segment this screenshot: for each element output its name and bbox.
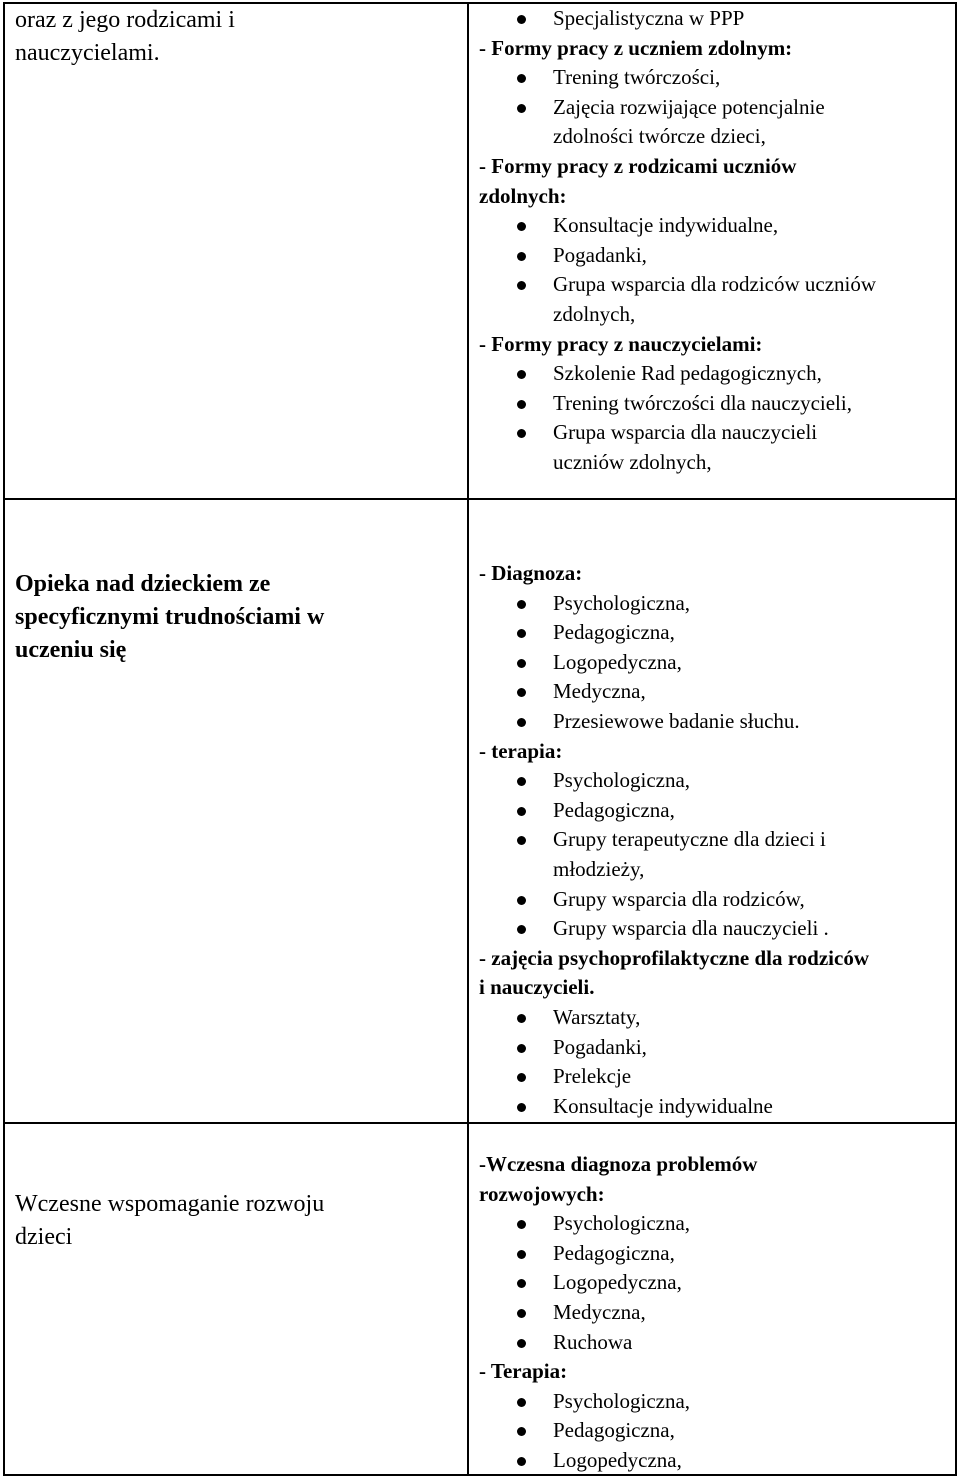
table-border-left — [3, 2, 5, 1476]
bullet-text: Specjalistyczna w PPP — [553, 6, 745, 30]
bullet-text: Grupa wsparcia dla nauczycieli — [553, 420, 818, 445]
bullet-item — [479, 4, 949, 34]
section-heading: - Terapia: — [479, 1359, 568, 1384]
row1-right-cell — [479, 4, 949, 478]
bullet-item — [479, 648, 949, 678]
bullet-text: Grupy terapeutyczne dla dzieci i — [553, 827, 826, 852]
bullet-dot-icon — [517, 1044, 526, 1053]
bullet-dot-icon — [517, 252, 526, 261]
bullet-item — [479, 1062, 949, 1092]
row2-left-line: Opieka nad dzieckiem ze — [15, 571, 271, 597]
bullet-dot-icon — [517, 15, 526, 24]
bullet-item — [479, 885, 949, 915]
bullet-text: Pedagogiczna, — [553, 1240, 675, 1265]
bullet-item — [479, 418, 949, 448]
row-divider-1 — [3, 498, 957, 500]
section-heading: i nauczycieli. — [479, 975, 595, 1000]
section-heading: - zajęcia psychoprofilaktyczne dla rodziców — [479, 945, 870, 970]
bullet-item — [479, 677, 949, 707]
bullet-dot-icon — [517, 370, 526, 379]
bullet-text: Grupy wsparcia dla nauczycieli . — [553, 916, 829, 941]
bullet-text: Warsztaty, — [553, 1004, 641, 1029]
bullet-dot-icon — [517, 718, 526, 727]
bullet-dot-icon — [517, 1427, 526, 1436]
bullet-dot-icon — [517, 104, 526, 113]
bullet-item — [479, 1387, 949, 1417]
row3-left-cell — [15, 1188, 324, 1254]
bullet-item — [479, 1328, 949, 1358]
bullet-dot-icon — [517, 281, 526, 290]
bullet-dot-icon — [517, 1103, 526, 1112]
bullet-dot-icon — [517, 688, 526, 697]
row1-left-line: nauczycielami. — [15, 40, 160, 66]
bullet-text: Pedagogiczna, — [553, 797, 675, 822]
bullet-dot-icon — [517, 1014, 526, 1023]
bullet-continuation: uczniów zdolnych, — [553, 449, 712, 474]
bullet-text: Ruchowa — [553, 1329, 633, 1354]
row3-right-cell — [479, 1150, 949, 1476]
bullet-item — [479, 63, 949, 93]
section-heading: - terapia: — [479, 738, 563, 763]
bullet-dot-icon — [517, 1250, 526, 1259]
section-heading: - Formy pracy z rodzicami uczniów — [479, 153, 797, 178]
column-divider — [467, 2, 469, 1476]
row3-left-line: dzieci — [15, 1224, 73, 1250]
bullet-text: Trening twórczości dla nauczycieli, — [553, 390, 852, 415]
row2-left-line: specyficznymi trudnościami w — [15, 604, 325, 630]
bullet-text: Psychologiczna, — [553, 590, 691, 615]
bullet-continuation: młodzieży, — [553, 856, 645, 881]
bullet-dot-icon — [517, 1398, 526, 1407]
bullet-text: Psychologiczna, — [553, 1388, 691, 1413]
bullet-item — [479, 1033, 949, 1063]
bullet-dot-icon — [517, 1220, 526, 1229]
row-divider-2 — [3, 1122, 957, 1124]
bullet-item — [479, 796, 949, 826]
bullet-text: Grupa wsparcia dla rodziców uczniów — [553, 272, 877, 297]
bullet-item — [479, 211, 949, 241]
bullet-text: Przesiewowe badanie słuchu. — [553, 708, 800, 733]
bullet-dot-icon — [517, 1279, 526, 1288]
bullet-dot-icon — [517, 836, 526, 845]
bullet-text: Trening twórczości, — [553, 65, 721, 90]
row1-left-line: oraz z jego rodzicami i — [15, 7, 235, 33]
bullet-continuation: zdolnych, — [553, 301, 636, 326]
row2-left-line: uczeniu się — [15, 637, 127, 663]
bullet-item — [479, 1446, 949, 1476]
bullet-item — [479, 1416, 949, 1446]
bullet-dot-icon — [517, 629, 526, 638]
section-heading: zdolnych: — [479, 183, 567, 208]
bullet-item — [479, 1239, 949, 1269]
bullet-item — [479, 389, 949, 419]
section-heading: -Wczesna diagnoza problemów — [479, 1152, 758, 1176]
bullet-dot-icon — [517, 222, 526, 231]
bullet-dot-icon — [517, 600, 526, 609]
bullet-text: Szkolenie Rad pedagogicznych, — [553, 361, 822, 386]
bullet-dot-icon — [517, 400, 526, 409]
bullet-dot-icon — [517, 1457, 526, 1466]
bullet-item — [479, 1268, 949, 1298]
bullet-dot-icon — [517, 1309, 526, 1318]
bullet-text: Pogadanki, — [553, 1034, 647, 1059]
bullet-item — [479, 1209, 949, 1239]
row3-left-line: Wczesne wspomaganie rozwoju — [15, 1191, 325, 1217]
bullet-text: Psychologiczna, — [553, 1211, 691, 1236]
bullet-text: Logopedyczna, — [553, 1270, 682, 1295]
bullet-item — [479, 1003, 949, 1033]
bullet-text: Grupy wsparcia dla rodziców, — [553, 886, 805, 911]
bullet-dot-icon — [517, 777, 526, 786]
bullet-text: Medyczna, — [553, 1299, 646, 1324]
bullet-dot-icon — [517, 1073, 526, 1082]
bullet-text: Prelekcje — [553, 1064, 632, 1089]
row2-left-cell — [15, 568, 324, 667]
bullet-dot-icon — [517, 429, 526, 438]
section-heading: - Formy pracy z uczniem zdolnym: — [479, 35, 793, 60]
bullet-item — [479, 825, 949, 855]
bullet-item — [479, 241, 949, 271]
bullet-dot-icon — [517, 74, 526, 83]
bullet-text: Medyczna, — [553, 679, 646, 704]
bullet-dot-icon — [517, 1339, 526, 1348]
bullet-dot-icon — [517, 659, 526, 668]
bullet-dot-icon — [517, 807, 526, 816]
bullet-text: Konsultacje indywidualne — [553, 1093, 773, 1118]
bullet-continuation: zdolności twórcze dzieci, — [553, 124, 766, 149]
bullet-dot-icon — [517, 925, 526, 934]
bullet-text: Konsultacje indywidualne, — [553, 213, 779, 238]
bullet-text: Psychologiczna, — [553, 768, 691, 793]
bullet-item — [479, 270, 949, 300]
bullet-text: Pogadanki, — [553, 242, 647, 267]
bullet-item — [479, 359, 949, 389]
bullet-text: Logopedyczna, — [553, 1447, 682, 1472]
bullet-item — [479, 1298, 949, 1328]
bullet-item — [479, 93, 949, 123]
bullet-item — [479, 707, 949, 737]
bullet-item — [479, 766, 949, 796]
section-heading: - Formy pracy z nauczycielami: — [479, 331, 763, 356]
section-heading: - Diagnoza: — [479, 561, 583, 585]
bullet-dot-icon — [517, 896, 526, 905]
row1-left-cell — [15, 4, 235, 70]
section-heading: rozwojowych: — [479, 1181, 605, 1206]
bullet-text: Pedagogiczna, — [553, 620, 675, 645]
bullet-item — [479, 589, 949, 619]
bullet-text: Zajęcia rozwijające potencjalnie — [553, 94, 825, 119]
bullet-text: Pedagogiczna, — [553, 1418, 675, 1443]
row2-right-cell — [479, 559, 949, 1121]
bullet-item — [479, 1092, 949, 1122]
bullet-text: Logopedyczna, — [553, 649, 682, 674]
table-border-right — [955, 2, 957, 1476]
bullet-item — [479, 618, 949, 648]
bullet-item — [479, 914, 949, 944]
